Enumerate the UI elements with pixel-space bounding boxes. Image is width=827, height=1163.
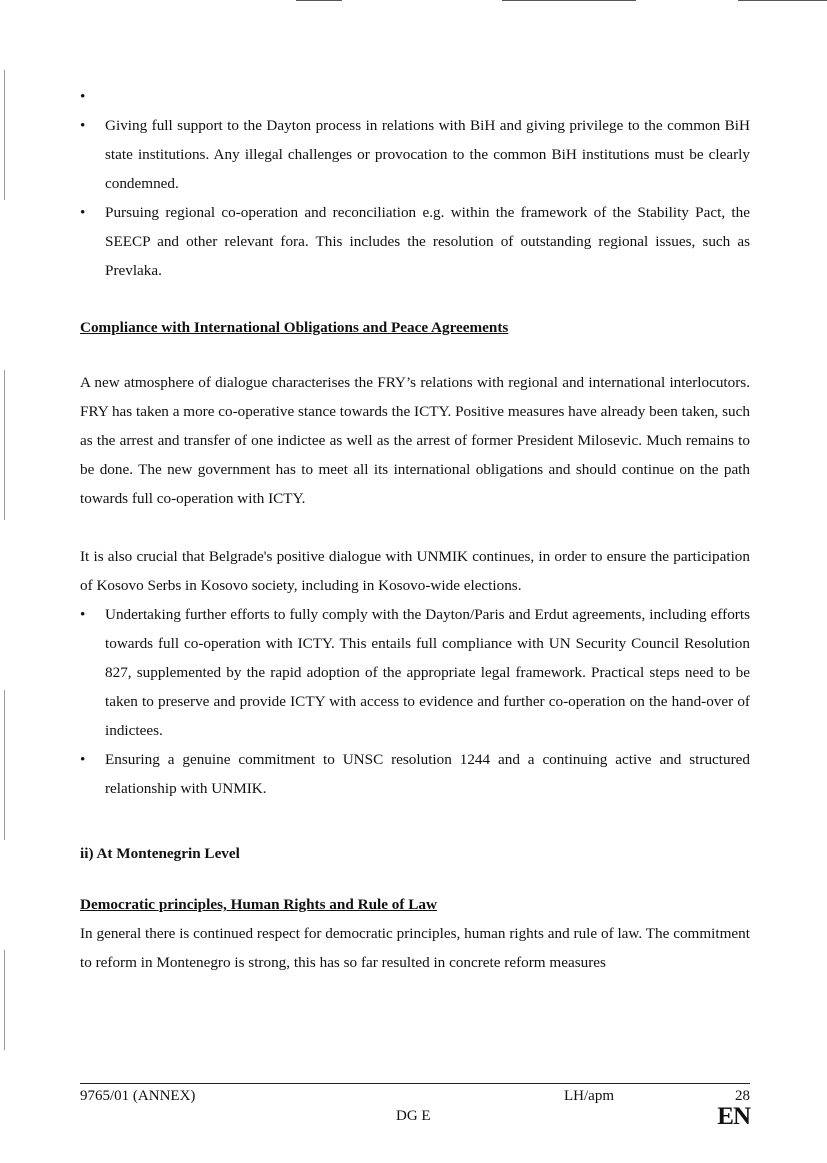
list-item-text: Undertaking further efforts to fully comply with the Dayton/Paris and Erdut agreements, including efforts towards full co-operation with ICTY. This entails full compliance with UN Security Council Resolution 827, supplemented by the rapid adoption of the appropriate legal framework. Practical steps need to be taken to preserve and provide ICTY with access to evidence and further co-operation on the hand-over of indictees. <box>105 606 750 739</box>
author-initials: LH/apm <box>564 1088 614 1104</box>
margin-mark-3 <box>4 690 5 840</box>
document-body <box>80 82 750 977</box>
margin-mark-1 <box>4 70 5 200</box>
list-item <box>80 111 750 198</box>
page-number: 28 <box>735 1088 750 1104</box>
footer-rule <box>80 1083 750 1084</box>
list-item-text: Ensuring a genuine commitment to UNSC resolution 1244 and a continuing active and structured relationship with UNMIK. <box>105 751 750 797</box>
paragraph-fry-dialogue: A new atmosphere of dialogue characterises the FRY’s relations with regional and international interlocutors. FRY has taken a more co-operative stance towards the ICTY. Positive measures have already been taken, such as the arrest and transfer of one indictee as well as the arrest of former President Milosevic. Much remains to be done. The new government has to meet all its international obligations and should continue on the path towards full co-operation with ICTY. <box>80 374 750 507</box>
list-item <box>80 745 750 803</box>
margin-mark-2 <box>4 370 5 520</box>
top-rule-3 <box>738 0 827 1</box>
section-heading-democratic-principles: Democratic principles, Human Rights and Rule of Law <box>80 896 437 913</box>
bullet-glyph: • <box>80 751 86 768</box>
top-rule-1 <box>296 0 342 1</box>
directorate-general: DG E <box>396 1108 431 1124</box>
paragraph-unmik-dialogue: It is also crucial that Belgrade's positive dialogue with UNMIK continues, in order to ensure the participation of Kosovo Serbs in Kosovo society, including in Kosovo-wide elections. <box>80 548 750 594</box>
bullet-glyph: • <box>80 88 86 105</box>
section-heading-compliance: Compliance with International Obligations and Peace Agreements <box>80 319 509 336</box>
list-item <box>80 198 750 285</box>
list-item-text: Pursuing regional co-operation and reconciliation e.g. within the framework of the Stability Pact, the SEECP and other relevant fora. This includes the resolution of outstanding regional issues, such as Prevlaka. <box>105 204 750 279</box>
bullet-glyph: • <box>80 117 86 134</box>
list-item <box>80 82 750 111</box>
paragraph-montenegro-reform: In general there is continued respect for democratic principles, human rights and rule of law. The commitment to reform in Montenegro is strong, this has so far resulted in concrete reform measures <box>80 925 750 971</box>
document-reference: 9765/01 (ANNEX) <box>80 1088 196 1104</box>
top-rule-2 <box>502 0 636 1</box>
language-code: EN <box>717 1103 750 1130</box>
bullet-list-top <box>80 82 750 285</box>
list-item <box>80 600 750 745</box>
margin-mark-4 <box>4 950 5 1050</box>
page-footer <box>80 1088 750 1138</box>
bullet-glyph: • <box>80 606 86 623</box>
bullet-list-compliance <box>80 600 750 803</box>
bullet-glyph: • <box>80 204 86 221</box>
level-heading-montenegro: ii) At Montenegrin Level <box>80 845 240 862</box>
list-item-text: Giving full support to the Dayton process in relations with BiH and giving privilege to the common BiH state institutions. Any illegal challenges or provocation to the common BiH institutions must be clearly condemned. <box>105 117 750 192</box>
